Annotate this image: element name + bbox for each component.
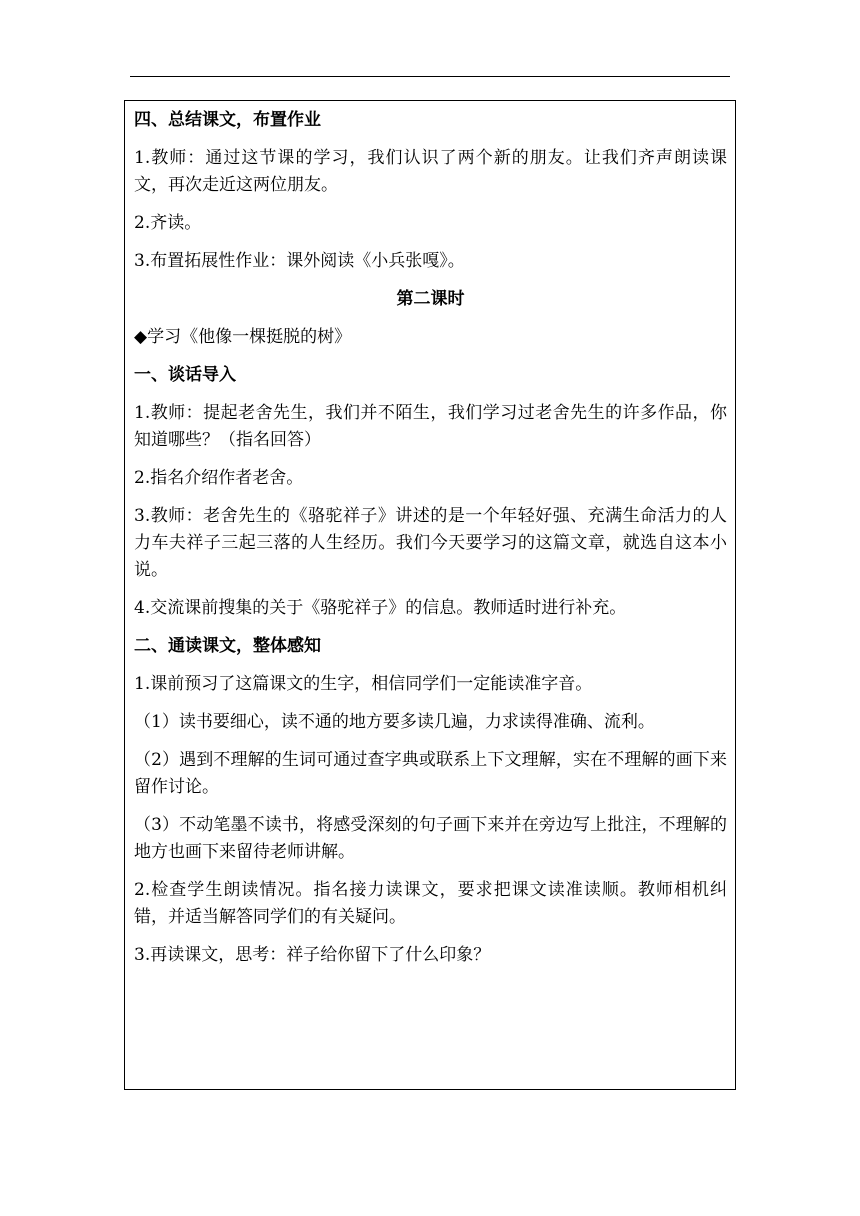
paragraph: 2.指名介绍作者老舍。 <box>134 468 304 488</box>
paragraph: 1.教师：提起老舍先生，我们并不陌生，我们学习过老舍先生的许多作品，你知道哪些？（指名回答） <box>134 403 727 450</box>
paragraph: 1.课前预习了这篇课文的生字，相信同学们一定能读准字音。 <box>134 674 593 694</box>
paragraph: ◆学习《他像一棵挺脱的树》 <box>134 327 352 347</box>
lesson-plan-box <box>124 100 736 1090</box>
paragraph: 1.教师：通过这节课的学习，我们认识了两个新的朋友。让我们齐声朗读课文，再次走近这两位朋友。 <box>134 148 727 195</box>
paragraph: （2）遇到不理解的生词可通过查字典或联系上下文理解，实在不理解的画下来留作讨论。 <box>134 750 727 797</box>
section-heading-reading: 二、通读课文，整体感知 <box>134 636 321 656</box>
header-rule <box>130 76 730 77</box>
paragraph: 3.再读课文，思考：祥子给你留下了什么印象？ <box>134 945 491 965</box>
paragraph: 2.齐读。 <box>134 213 202 233</box>
paragraph: （1）读书要细心，读不通的地方要多读几遍，力求读得准确、流利。 <box>134 712 655 732</box>
paragraph: 2.检查学生朗读情况。指名接力读课文，要求把课文读准读顺。教师相机纠错，并适当解答同学们的有关疑问。 <box>134 880 727 927</box>
paragraph: 3.布置拓展性作业：课外阅读《小兵张嘎》。 <box>134 251 465 271</box>
paragraph: （3）不动笔墨不读书，将感受深刻的句子画下来并在旁边写上批注，不理解的地方也画下来留待老师讲解。 <box>134 815 727 862</box>
lesson-period-title: 第二课时 <box>396 289 465 309</box>
section-heading-intro: 一、谈话导入 <box>134 365 236 385</box>
paragraph: 4.交流课前搜集的关于《骆驼祥子》的信息。教师适时进行补充。 <box>134 598 627 618</box>
paragraph: 3.教师：老舍先生的《骆驼祥子》讲述的是一个年轻好强、充满生命活力的人力车夫祥子三起三落的人生经历。我们今天要学习的这篇文章，就选自这本小说。 <box>134 506 727 580</box>
section-heading-summary: 四、总结课文，布置作业 <box>134 110 321 130</box>
